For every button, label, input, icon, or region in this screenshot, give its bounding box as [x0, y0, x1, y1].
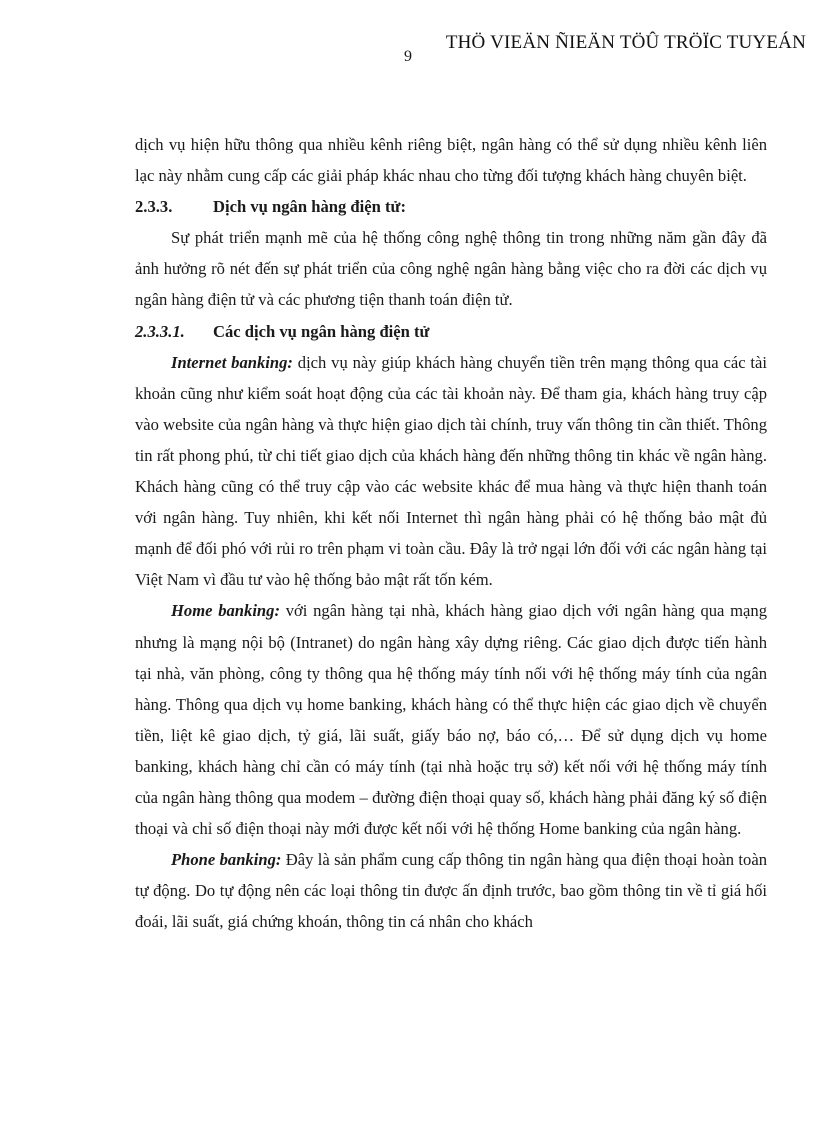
section-number: 2.3.3. [135, 197, 173, 217]
internet-banking-term: Internet banking: [171, 352, 293, 372]
internet-banking-text: dịch vụ này giúp khách hàng chuyển tiền trên mạng thông qua các tài khoản cũng như kiểm soát hoạt động của các tài khoản này. Để tham gia, khách hàng truy cập vào website của ngân hàng và thực hiện giao dịch tài chính, truy vấn thông tin cần thiết. Thông tin rất phong phú, từ chi tiết giao dịch của khách hàng đến những thông tin khác về ngân hàng. Khách hàng cũng có thể truy cập vào các website khác để mua hàng và thực hiện thanh toán với ngân hàng. Tuy nhiên, khi kết nối Internet thì ngân hàng phải có hệ thống bảo mật đủ mạnh để đối phó với rủi ro trên phạm vi toàn cầu. Đây là trở ngại lớn đối với các ngân hàng tại Việt Nam vì đầu tư vào hệ thống bảo mật rất tốn kém. [135, 352, 767, 590]
section-title: Dịch vụ ngân hàng điện tử: [213, 197, 406, 217]
page-body [135, 129, 767, 937]
intro-paragraph: dịch vụ hiện hữu thông qua nhiều kênh riêng biệt, ngân hàng có thể sử dụng nhiều kênh liên lạc này nhằm cung cấp các giải pháp khác nhau cho từng đối tượng khách hàng chuyên biệt. [135, 135, 767, 186]
section-heading [135, 191, 767, 222]
home-banking-term: Home banking: [171, 601, 280, 621]
home-banking-paragraph [135, 595, 767, 844]
subsection-title: Các dịch vụ ngân hàng điện tử [213, 321, 430, 341]
header-watermark: THÖ VIEÄN ÑIEÄN TÖÛ TRÖÏC TUYEÁN [445, 32, 806, 53]
phone-banking-paragraph [135, 844, 767, 937]
phone-banking-term: Phone banking: [171, 850, 282, 870]
internet-banking-paragraph [135, 347, 767, 596]
section-paragraph: Sự phát triển mạnh mẽ của hệ thống công nghệ thông tin trong những năm gần đây đã ảnh hưởng rõ nét đến sự phát triển của công nghệ ngân hàng bằng việc cho ra đời các dịch vụ ngân hàng điện tử và các phương tiện thanh toán điện tử. [135, 228, 767, 310]
phone-banking-text: Đây là sản phẩm cung cấp thông tin ngân hàng qua điện thoại hoàn toàn tự động. Do tự động nên các loại thông tin được ấn định trước, bao gồm thông tin về tỉ giá hối đoái, lãi suất, giá chứng khoán, thông tin cá nhân cho khách [135, 850, 768, 932]
subsection-heading [135, 316, 767, 347]
page-number: 9 [404, 48, 412, 65]
subsection-number: 2.3.3.1. [135, 321, 185, 341]
home-banking-text: với ngân hàng tại nhà, khách hàng giao dịch với ngân hàng qua mạng nhưng là mạng nội bộ (Intranet) do ngân hàng xây dựng riêng. Các giao dịch được tiến hành tại nhà, văn phòng, công ty thông qua hệ thống máy tính nối với hệ thống máy tính của ngân hàng. Thông qua dịch vụ home banking, khách hàng có thể thực hiện các giao dịch về chuyển tiền, liệt kê giao dịch, tỷ giá, lãi suất, giấy báo nợ, báo có,… Để sử dụng dịch vụ home banking, khách hàng chỉ cần có máy tính (tại nhà hoặc trụ sở) kết nối với hệ thống máy tính của ngân hàng thông qua modem – đường điện thoại quay số, khách hàng phải đăng ký số điện thoại và chỉ số điện thoại này mới được kết nối với hệ thống Home banking của ngân hàng. [135, 601, 768, 839]
